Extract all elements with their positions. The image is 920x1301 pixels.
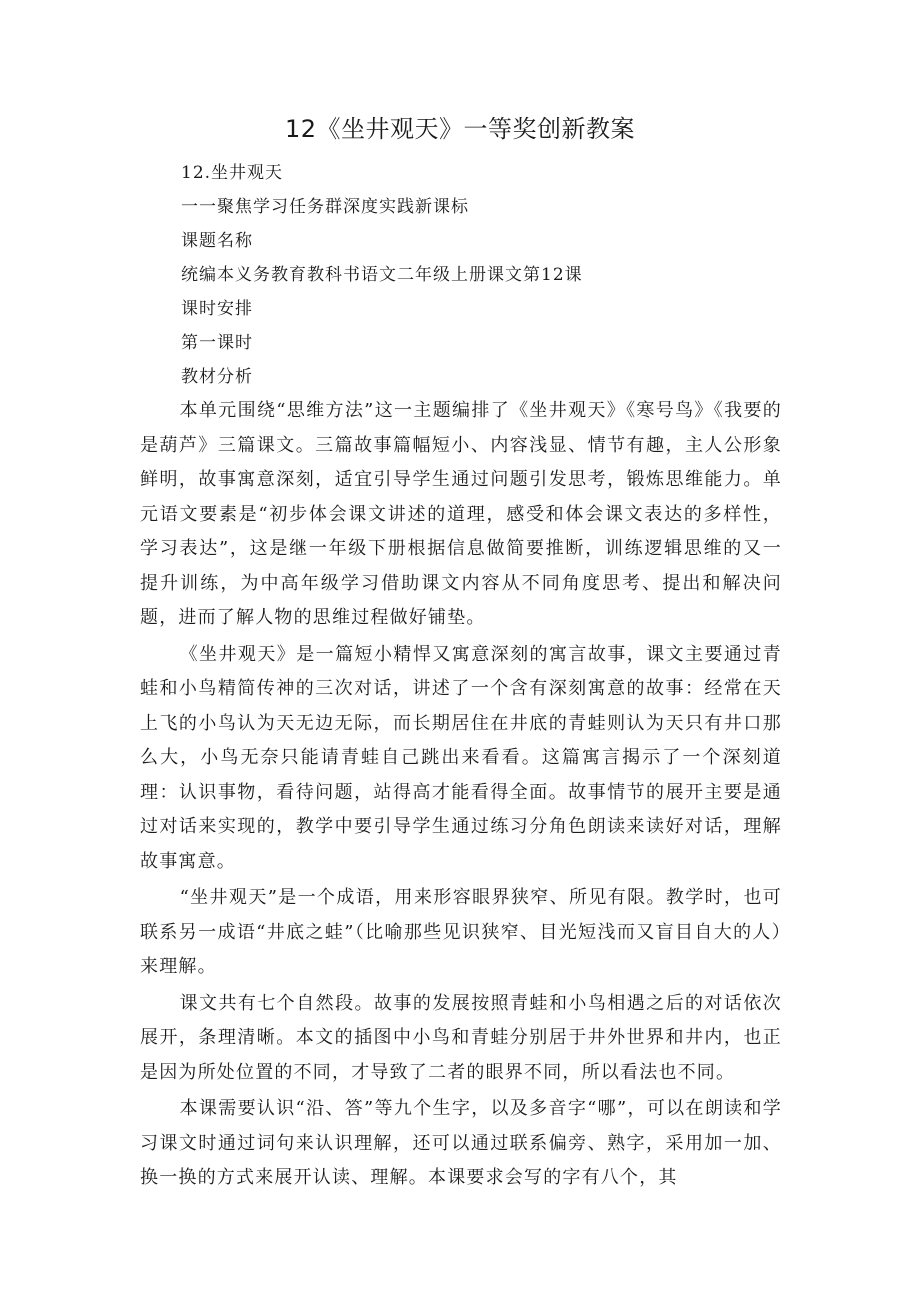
paragraph-idiom: “坐井观天”是一个成语，用来形容眼界狭窄、所见有限。教学时，也可联系另一成语“井底之蛙”（比喻那些见识狭窄、目光短浅而又盲目自大的人）来理解。 [140,887,782,977]
section-heading-analysis: 教材分析 [181,367,253,387]
analysis-body [140,394,782,1196]
lesson-subtitle: 一一聚焦学习任务群深度实践新课标 [181,197,469,217]
topic-text: 统编本义务教育教科书语文二年级上册课文第12课 [181,265,583,285]
paragraph-unit-overview: 本单元围绕“思维方法”这一主题编排了《坐井观天》《寒号鸟》《我要的是葫芦》三篇课文。三篇故事篇幅短小、内容浅显、情节有趣，主人公形象鲜明，故事寓意深刻，适宜引导学生通过问题引发思考，锻炼思维能力。单元语文要素是“初步体会课文讲述的道理，感受和体会课文表达的多样性，学习表达”，这是继一年级下册根据信息做简要推断，训练逻辑思维的又一提升训练，为中高年级学习借助课文内容从不同角度思考、提出和解决问题，进而了解人物的思维过程做好铺垫。 [140,400,782,628]
lesson-number-title: 12.坐井观天 [181,163,284,183]
section-heading-schedule: 课时安排 [181,299,253,319]
lesson-meta [181,156,821,394]
document-title: 12《坐井观天》一等奖创新教案 [284,115,636,143]
paragraph-story-summary: 《坐井观天》是一篇短小精悍又寓意深刻的寓言故事，课文主要通过青蛙和小鸟精简传神的三次对话，讲述了一个含有深刻寓意的故事：经常在天上飞的小鸟认为天无边无际，而长期居住在井底的青蛙则认为天只有井口那么大，小鸟无奈只能请青蛙自己跳出来看看。这篇寓言揭示了一个深刻道理：认识事物，看待问题，站得高才能看得全面。故事情节的展开主要是通过对话来实现的，教学中要引导学生通过练习分角色朗读来读好对话，理解故事寓意。 [140,643,782,872]
paragraph-structure: 课文共有七个自然段。故事的发展按照青蛙和小鸟相遇之后的对话依次展开，条理清晰。本文的插图中小鸟和青蛙分别居于井外世界和井内，也正是因为所处位置的不同，才导致了二者的眼界不同，所以看法也不同。 [140,992,782,1083]
paragraph-characters: 本课需要认识“沿、答”等九个生字，以及多音字“哪”，可以在朗读和学习课文时通过词句来认识理解，还可以通过联系偏旁、熟字，采用加一加、换一换的方式来展开认读、理解。本课要求会写的字有八个，其 [140,1098,782,1188]
schedule-text: 第一课时 [181,333,253,353]
section-heading-topic: 课题名称 [181,231,253,251]
